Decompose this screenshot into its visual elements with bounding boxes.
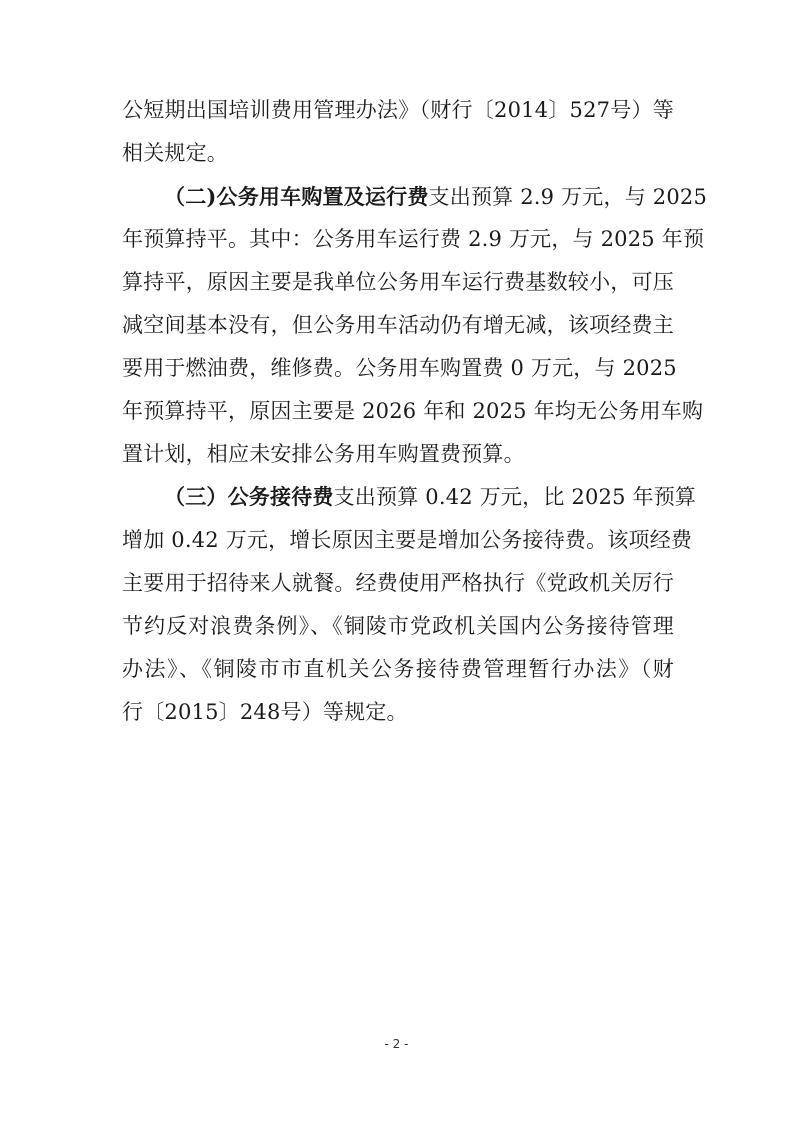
paragraph-line: 年预算持平。其中：公务用车运行费 2.9 万元，与 2025 年预 xyxy=(122,227,705,251)
paragraph-line: 办法》、《铜陵市市直机关公务接待费管理暂行办法》（财 xyxy=(122,657,674,681)
paragraph-line: 节约反对浪费条例》、《铜陵市党政机关国内公务接待管理 xyxy=(122,614,674,638)
paragraph-line: 算持平，原因主要是我单位公务用车运行费基数较小，可压 xyxy=(122,270,674,294)
paragraph-line: 公短期出国培训费用管理办法》（财行〔2014〕527号）等 xyxy=(122,98,674,122)
paragraph-line: 年预算持平，原因主要是 2026 年和 2025 年均无公务用车购 xyxy=(122,399,704,423)
paragraph-line: 行〔2015〕248号）等规定。 xyxy=(122,700,408,724)
section-3-heading: （三）公务接待费 xyxy=(164,484,334,509)
page-number: - 2 - xyxy=(384,1037,409,1051)
paragraph-line: 要用于燃油费，维修费。公务用车购置费 0 万元，与 2025 xyxy=(122,356,677,380)
paragraph-line: 主要用于招待来人就餐。经费使用严格执行《党政机关厉行 xyxy=(122,571,674,595)
section-3-text: 支出预算 0.42 万元，比 2025 年预算 xyxy=(333,485,697,509)
paragraph-line: 减空间基本没有，但公务用车活动仍有增无减，该项经费主 xyxy=(122,313,674,337)
section-2-heading: （二)公务用车购置及运行费 xyxy=(164,184,429,209)
section-3-first-line xyxy=(164,477,697,517)
paragraph-line: 置计划，相应未安排公务用车购置费预算。 xyxy=(122,442,525,466)
section-2-first-line xyxy=(164,177,708,217)
paragraph-line: 相关规定。 xyxy=(122,141,228,165)
section-2-text: 支出预算 2.9 万元，与 2025 xyxy=(428,185,708,209)
paragraph-line: 增加 0.42 万元，增长原因主要是增加公务接待费。该项经费 xyxy=(122,528,693,552)
